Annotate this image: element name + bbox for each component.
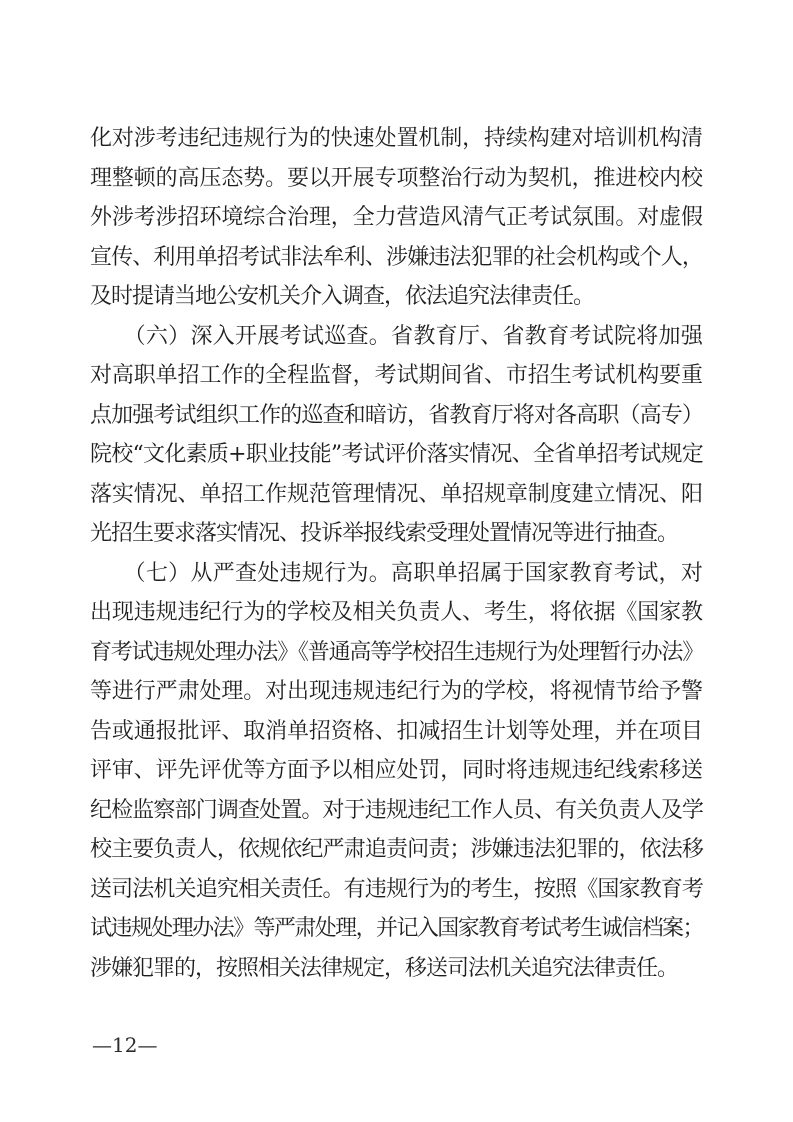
text-line: 等进行严肃处理。对出现违规违纪行为的学校，将视情节给予警: [90, 679, 703, 704]
page-number: —12—: [92, 1033, 158, 1057]
text-line: 落实情况、单招工作规范管理情况、单招规章制度建立情况、阳: [90, 481, 703, 507]
text-line: 宣传、利用单招考试非法牟利、涉嫌违法犯罪的社会机构或个人，: [90, 244, 704, 270]
text-line: 涉嫌犯罪的，按照相关法律规定，移送司法机关追究法律责任。: [90, 955, 679, 981]
paragraph-item-six: [90, 317, 703, 554]
paragraph-continuation: [90, 119, 703, 317]
text-line: 告或通报批评、取消单招资格、扣减招生计划等处理，并在项目: [90, 718, 703, 744]
paragraph-item-seven: [90, 554, 703, 989]
text-line: 送司法机关追究相关责任。有违规行为的考生，按照《国家教育考: [90, 876, 704, 902]
text-line: 点加强考试组织工作的巡查和暗访，省教育厅将对各高职（高专）: [90, 402, 704, 428]
text-line: 纪检监察部门调查处置。对于违规违纪工作人员、有关负责人及学: [90, 797, 704, 823]
text-line: （六）深入开展考试巡查。省教育厅、省教育考试院将加强: [90, 323, 704, 349]
text-line: 理整顿的高压态势。要以开展专项整治行动为契机，推进校内校: [90, 165, 703, 191]
text-line: 外涉考涉招环境综合治理，全力营造风清气正考试氛围。对虚假: [90, 205, 703, 230]
text-line: 评审、评先评优等方面予以相应处罚，同时将违规违纪线索移送: [90, 758, 703, 783]
text-line: 育考试违规处理办法》《普通高等学校招生违规行为处理暂行办法》: [90, 639, 704, 665]
text-line: 试违规处理办法》等严肃处理，并记入国家教育考试考生诚信档案；: [90, 916, 703, 941]
text-line: 化对涉考违纪违规行为的快速处置机制，持续构建对培训机构清: [90, 126, 703, 151]
text-line: 出现违规违纪行为的学校及相关负责人、考生，将依据《国家教: [90, 600, 703, 625]
text-line: 校主要负责人，依规依纪严肃追责问责；涉嫌违法犯罪的，依法移: [90, 837, 704, 862]
text-line: 及时提请当地公安机关介入调查，依法追究法律责任。: [90, 284, 595, 309]
text-line: 院校“文化素质+职业技能”考试评价落实情况、全省单招考试规定: [90, 442, 704, 467]
text-line: 对高职单招工作的全程监督，考试期间省、市招生考试机构要重: [90, 363, 703, 388]
document-body: [90, 119, 703, 988]
text-line: （七）从严查处违规行为。高职单招属于国家教育考试，对: [90, 560, 704, 586]
text-line: 光招生要求落实情况、投诉举报线索受理处置情况等进行抽查。: [90, 521, 679, 546]
